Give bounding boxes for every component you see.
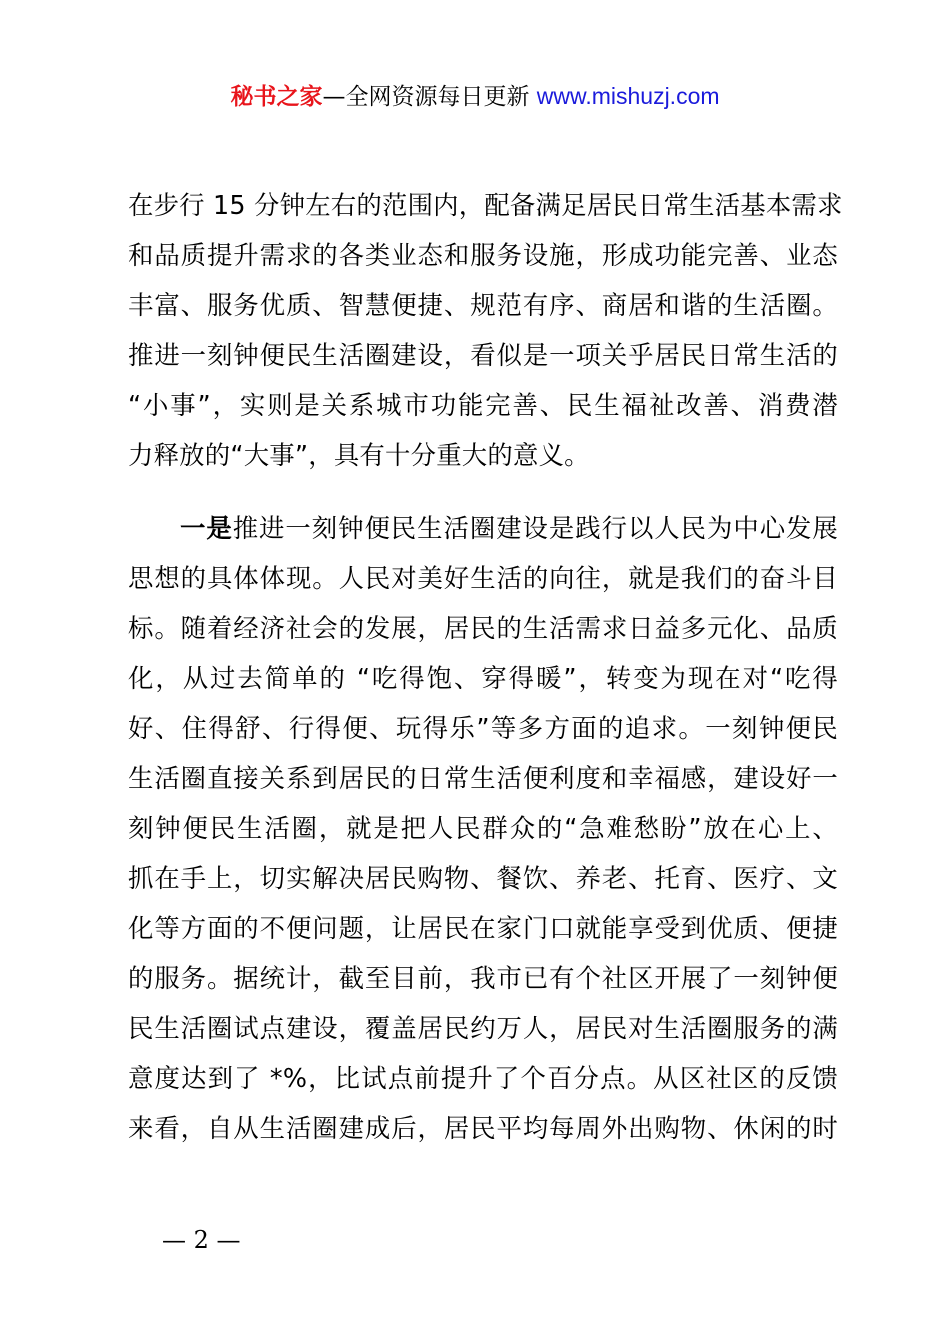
text-line: 标。随着经济社会的发展，居民的生活需求日益多元化、品质	[128, 613, 838, 643]
header-brand: 秘书之家	[230, 84, 323, 110]
text-line: 丰富、服务优质、智慧便捷、规范有序、商居和谐的生活圈。	[128, 290, 838, 320]
text-line: 和品质提升需求的各类业态和服务设施，形成功能完善、业态	[128, 240, 838, 270]
text-line: 抓在手上，切实解决居民购物、餐饮、养老、托育、医疗、文	[128, 863, 838, 893]
site-header	[0, 78, 950, 115]
page-number: — 2 —	[162, 1226, 241, 1254]
text-line: 化，从过去简单的 “吃得饱、穿得暖”，转变为现在对“吃得	[128, 663, 838, 693]
paragraph-first-text: 推进一刻钟便民生活圈建设是践行以人民为中心发展	[232, 513, 838, 543]
header-url-link[interactable]: www.mishuzj.com	[536, 83, 720, 109]
text-line: 力释放的“大事”，具有十分重大的意义。	[128, 440, 590, 470]
text-line: 的服务。据统计，截至目前，我市已有个社区开展了一刻钟便	[128, 963, 838, 993]
paragraph-intro	[128, 180, 843, 480]
text-line-first	[128, 503, 838, 553]
text-line: 来看，自从生活圈建成后，居民平均每周外出购物、休闲的时	[128, 1113, 838, 1143]
text-line: 好、住得舒、行得便、玩得乐”等多方面的追求。一刻钟便民	[128, 713, 838, 743]
text-line: 民生活圈试点建设，覆盖居民约万人，居民对生活圈服务的满	[128, 1013, 838, 1043]
text-line: “小事”，实则是关系城市功能完善、民生福祉改善、消费潜	[128, 390, 838, 420]
text-line: 化等方面的不便问题，让居民在家门口就能享受到优质、便捷	[128, 913, 838, 943]
paragraph-point-one	[128, 503, 838, 1153]
paragraph-lead: 一是	[180, 513, 233, 543]
text-line: 思想的具体体现。人民对美好生活的向往，就是我们的奋斗目	[128, 563, 838, 593]
document-body	[128, 180, 843, 1153]
text-line: 意度达到了 *%，比试点前提升了个百分点。从区社区的反馈	[128, 1063, 838, 1093]
text-line: 在步行 15 分钟左右的范围内，配备满足居民日常生活基本需求	[128, 190, 843, 220]
header-tagline: —全网资源每日更新	[322, 84, 537, 110]
text-line: 刻钟便民生活圈，就是把人民群众的“急难愁盼”放在心上、	[128, 813, 838, 843]
text-line: 推进一刻钟便民生活圈建设，看似是一项关乎居民日常生活的	[128, 340, 838, 370]
text-line: 生活圈直接关系到居民的日常生活便利度和幸福感，建设好一	[128, 763, 838, 793]
